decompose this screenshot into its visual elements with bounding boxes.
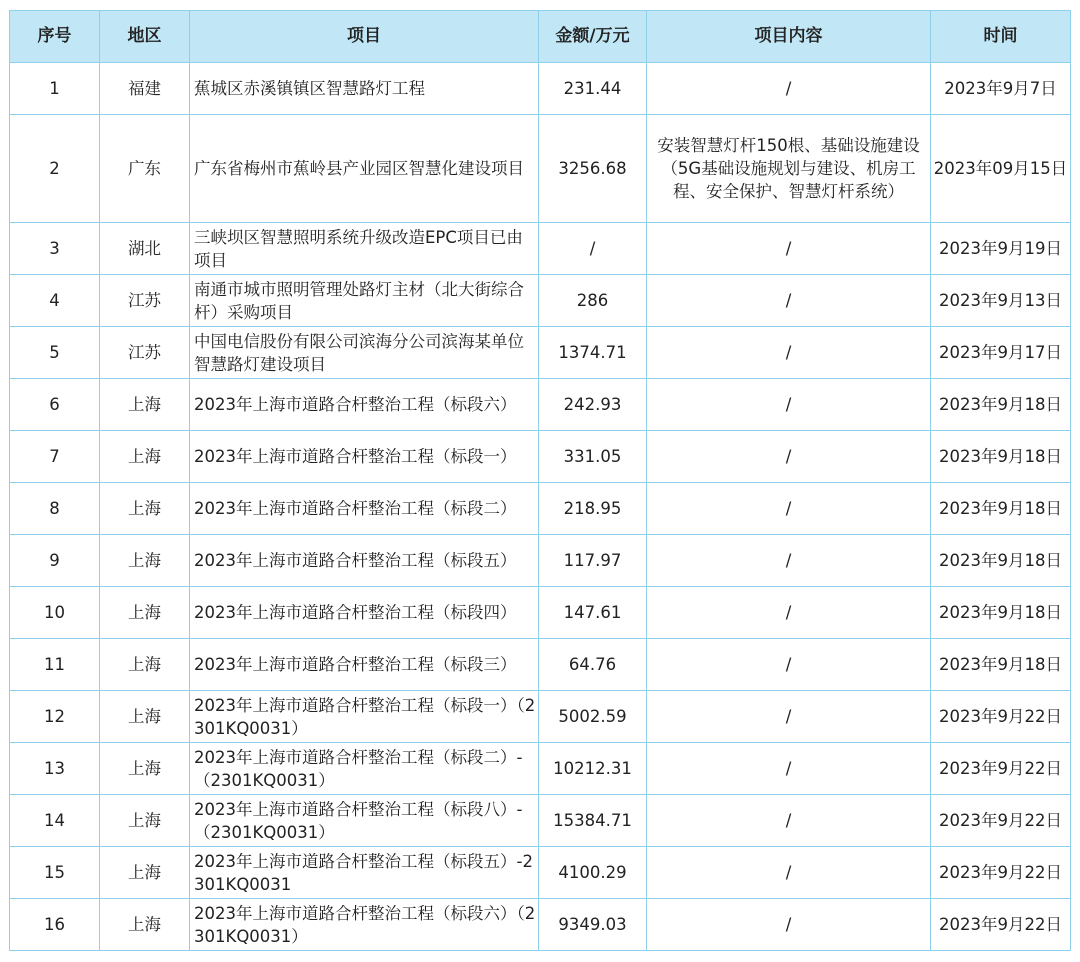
cell-no: 8 bbox=[10, 483, 100, 535]
cell-region: 福建 bbox=[100, 63, 190, 115]
table-row bbox=[10, 639, 1071, 691]
cell-content: / bbox=[647, 431, 931, 483]
cell-project: 2023年上海市道路合杆整治工程（标段四） bbox=[190, 587, 539, 639]
cell-amount: 15384.71 bbox=[539, 795, 647, 847]
cell-project: 2023年上海市道路合杆整治工程（标段三） bbox=[190, 639, 539, 691]
cell-amount: 117.97 bbox=[539, 535, 647, 587]
cell-time: 2023年9月22日 bbox=[931, 795, 1071, 847]
table-row bbox=[10, 431, 1071, 483]
cell-time: 2023年9月13日 bbox=[931, 275, 1071, 327]
cell-content: 安装智慧灯杆150根、基础设施建设（5G基础设施规划与建设、机房工程、安全保护、智慧灯杆系统） bbox=[647, 115, 931, 223]
cell-no: 13 bbox=[10, 743, 100, 795]
cell-region: 湖北 bbox=[100, 223, 190, 275]
cell-region: 上海 bbox=[100, 431, 190, 483]
table-row bbox=[10, 115, 1071, 223]
cell-no: 1 bbox=[10, 63, 100, 115]
cell-region: 上海 bbox=[100, 743, 190, 795]
cell-content: / bbox=[647, 379, 931, 431]
cell-amount: 286 bbox=[539, 275, 647, 327]
cell-content: / bbox=[647, 223, 931, 275]
cell-content: / bbox=[647, 691, 931, 743]
cell-region: 上海 bbox=[100, 847, 190, 899]
header-project: 项目 bbox=[190, 11, 539, 63]
cell-amount: 5002.59 bbox=[539, 691, 647, 743]
cell-project: 2023年上海市道路合杆整治工程（标段五）-2301KQ0031 bbox=[190, 847, 539, 899]
cell-project: 2023年上海市道路合杆整治工程（标段二）-（2301KQ0031） bbox=[190, 743, 539, 795]
table-body bbox=[10, 63, 1071, 951]
cell-no: 3 bbox=[10, 223, 100, 275]
header-region: 地区 bbox=[100, 11, 190, 63]
cell-project: 广东省梅州市蕉岭县产业园区智慧化建设项目 bbox=[190, 115, 539, 223]
header-amount: 金额/万元 bbox=[539, 11, 647, 63]
cell-no: 9 bbox=[10, 535, 100, 587]
cell-content: / bbox=[647, 899, 931, 951]
cell-project: 2023年上海市道路合杆整治工程（标段一）（2301KQ0031） bbox=[190, 691, 539, 743]
cell-region: 上海 bbox=[100, 483, 190, 535]
cell-no: 12 bbox=[10, 691, 100, 743]
table-row bbox=[10, 795, 1071, 847]
cell-project: 2023年上海市道路合杆整治工程（标段八）-（2301KQ0031） bbox=[190, 795, 539, 847]
table-row bbox=[10, 275, 1071, 327]
cell-time: 2023年9月22日 bbox=[931, 847, 1071, 899]
cell-region: 上海 bbox=[100, 691, 190, 743]
cell-amount: 4100.29 bbox=[539, 847, 647, 899]
cell-region: 上海 bbox=[100, 587, 190, 639]
cell-time: 2023年09月15日 bbox=[931, 115, 1071, 223]
table-row bbox=[10, 63, 1071, 115]
cell-region: 江苏 bbox=[100, 275, 190, 327]
cell-project: 2023年上海市道路合杆整治工程（标段六） bbox=[190, 379, 539, 431]
cell-content: / bbox=[647, 63, 931, 115]
cell-region: 上海 bbox=[100, 899, 190, 951]
cell-region: 上海 bbox=[100, 379, 190, 431]
cell-no: 15 bbox=[10, 847, 100, 899]
cell-time: 2023年9月7日 bbox=[931, 63, 1071, 115]
cell-no: 6 bbox=[10, 379, 100, 431]
header-no: 序号 bbox=[10, 11, 100, 63]
table-header bbox=[10, 11, 1071, 63]
cell-time: 2023年9月18日 bbox=[931, 639, 1071, 691]
cell-no: 10 bbox=[10, 587, 100, 639]
cell-project: 2023年上海市道路合杆整治工程（标段二） bbox=[190, 483, 539, 535]
cell-amount: 3256.68 bbox=[539, 115, 647, 223]
table-row bbox=[10, 691, 1071, 743]
cell-no: 4 bbox=[10, 275, 100, 327]
cell-amount: 147.61 bbox=[539, 587, 647, 639]
cell-project: 2023年上海市道路合杆整治工程（标段六）（2301KQ0031） bbox=[190, 899, 539, 951]
cell-project: 中国电信股份有限公司滨海分公司滨海某单位智慧路灯建设项目 bbox=[190, 327, 539, 379]
table-row bbox=[10, 899, 1071, 951]
cell-region: 上海 bbox=[100, 639, 190, 691]
cell-content: / bbox=[647, 483, 931, 535]
cell-time: 2023年9月18日 bbox=[931, 483, 1071, 535]
cell-time: 2023年9月22日 bbox=[931, 691, 1071, 743]
cell-amount: / bbox=[539, 223, 647, 275]
cell-no: 14 bbox=[10, 795, 100, 847]
cell-no: 16 bbox=[10, 899, 100, 951]
cell-content: / bbox=[647, 275, 931, 327]
cell-content: / bbox=[647, 743, 931, 795]
table-row bbox=[10, 535, 1071, 587]
cell-content: / bbox=[647, 587, 931, 639]
table-row bbox=[10, 483, 1071, 535]
cell-amount: 218.95 bbox=[539, 483, 647, 535]
project-table bbox=[9, 10, 1071, 951]
cell-time: 2023年9月18日 bbox=[931, 587, 1071, 639]
cell-content: / bbox=[647, 847, 931, 899]
header-time: 时间 bbox=[931, 11, 1071, 63]
cell-content: / bbox=[647, 535, 931, 587]
cell-no: 5 bbox=[10, 327, 100, 379]
table-row bbox=[10, 379, 1071, 431]
cell-project: 2023年上海市道路合杆整治工程（标段五） bbox=[190, 535, 539, 587]
cell-project: 南通市城市照明管理处路灯主材（北大街综合杆）采购项目 bbox=[190, 275, 539, 327]
cell-no: 11 bbox=[10, 639, 100, 691]
cell-amount: 231.44 bbox=[539, 63, 647, 115]
cell-region: 江苏 bbox=[100, 327, 190, 379]
cell-time: 2023年9月22日 bbox=[931, 899, 1071, 951]
cell-amount: 9349.03 bbox=[539, 899, 647, 951]
cell-region: 上海 bbox=[100, 535, 190, 587]
cell-time: 2023年9月22日 bbox=[931, 743, 1071, 795]
header-row bbox=[10, 11, 1071, 63]
table-row bbox=[10, 587, 1071, 639]
table-row bbox=[10, 847, 1071, 899]
cell-region: 广东 bbox=[100, 115, 190, 223]
cell-content: / bbox=[647, 795, 931, 847]
table-row bbox=[10, 223, 1071, 275]
cell-time: 2023年9月18日 bbox=[931, 535, 1071, 587]
cell-amount: 1374.71 bbox=[539, 327, 647, 379]
cell-region: 上海 bbox=[100, 795, 190, 847]
cell-amount: 10212.31 bbox=[539, 743, 647, 795]
cell-time: 2023年9月17日 bbox=[931, 327, 1071, 379]
cell-no: 7 bbox=[10, 431, 100, 483]
table-container bbox=[9, 10, 1070, 951]
cell-content: / bbox=[647, 327, 931, 379]
cell-time: 2023年9月18日 bbox=[931, 379, 1071, 431]
cell-content: / bbox=[647, 639, 931, 691]
table-row bbox=[10, 743, 1071, 795]
cell-project: 蕉城区赤溪镇镇区智慧路灯工程 bbox=[190, 63, 539, 115]
cell-amount: 64.76 bbox=[539, 639, 647, 691]
header-content: 项目内容 bbox=[647, 11, 931, 63]
cell-amount: 331.05 bbox=[539, 431, 647, 483]
cell-amount: 242.93 bbox=[539, 379, 647, 431]
cell-project: 三峡坝区智慧照明系统升级改造EPC项目已由项目 bbox=[190, 223, 539, 275]
cell-time: 2023年9月18日 bbox=[931, 431, 1071, 483]
cell-project: 2023年上海市道路合杆整治工程（标段一） bbox=[190, 431, 539, 483]
table-row bbox=[10, 327, 1071, 379]
cell-no: 2 bbox=[10, 115, 100, 223]
cell-time: 2023年9月19日 bbox=[931, 223, 1071, 275]
